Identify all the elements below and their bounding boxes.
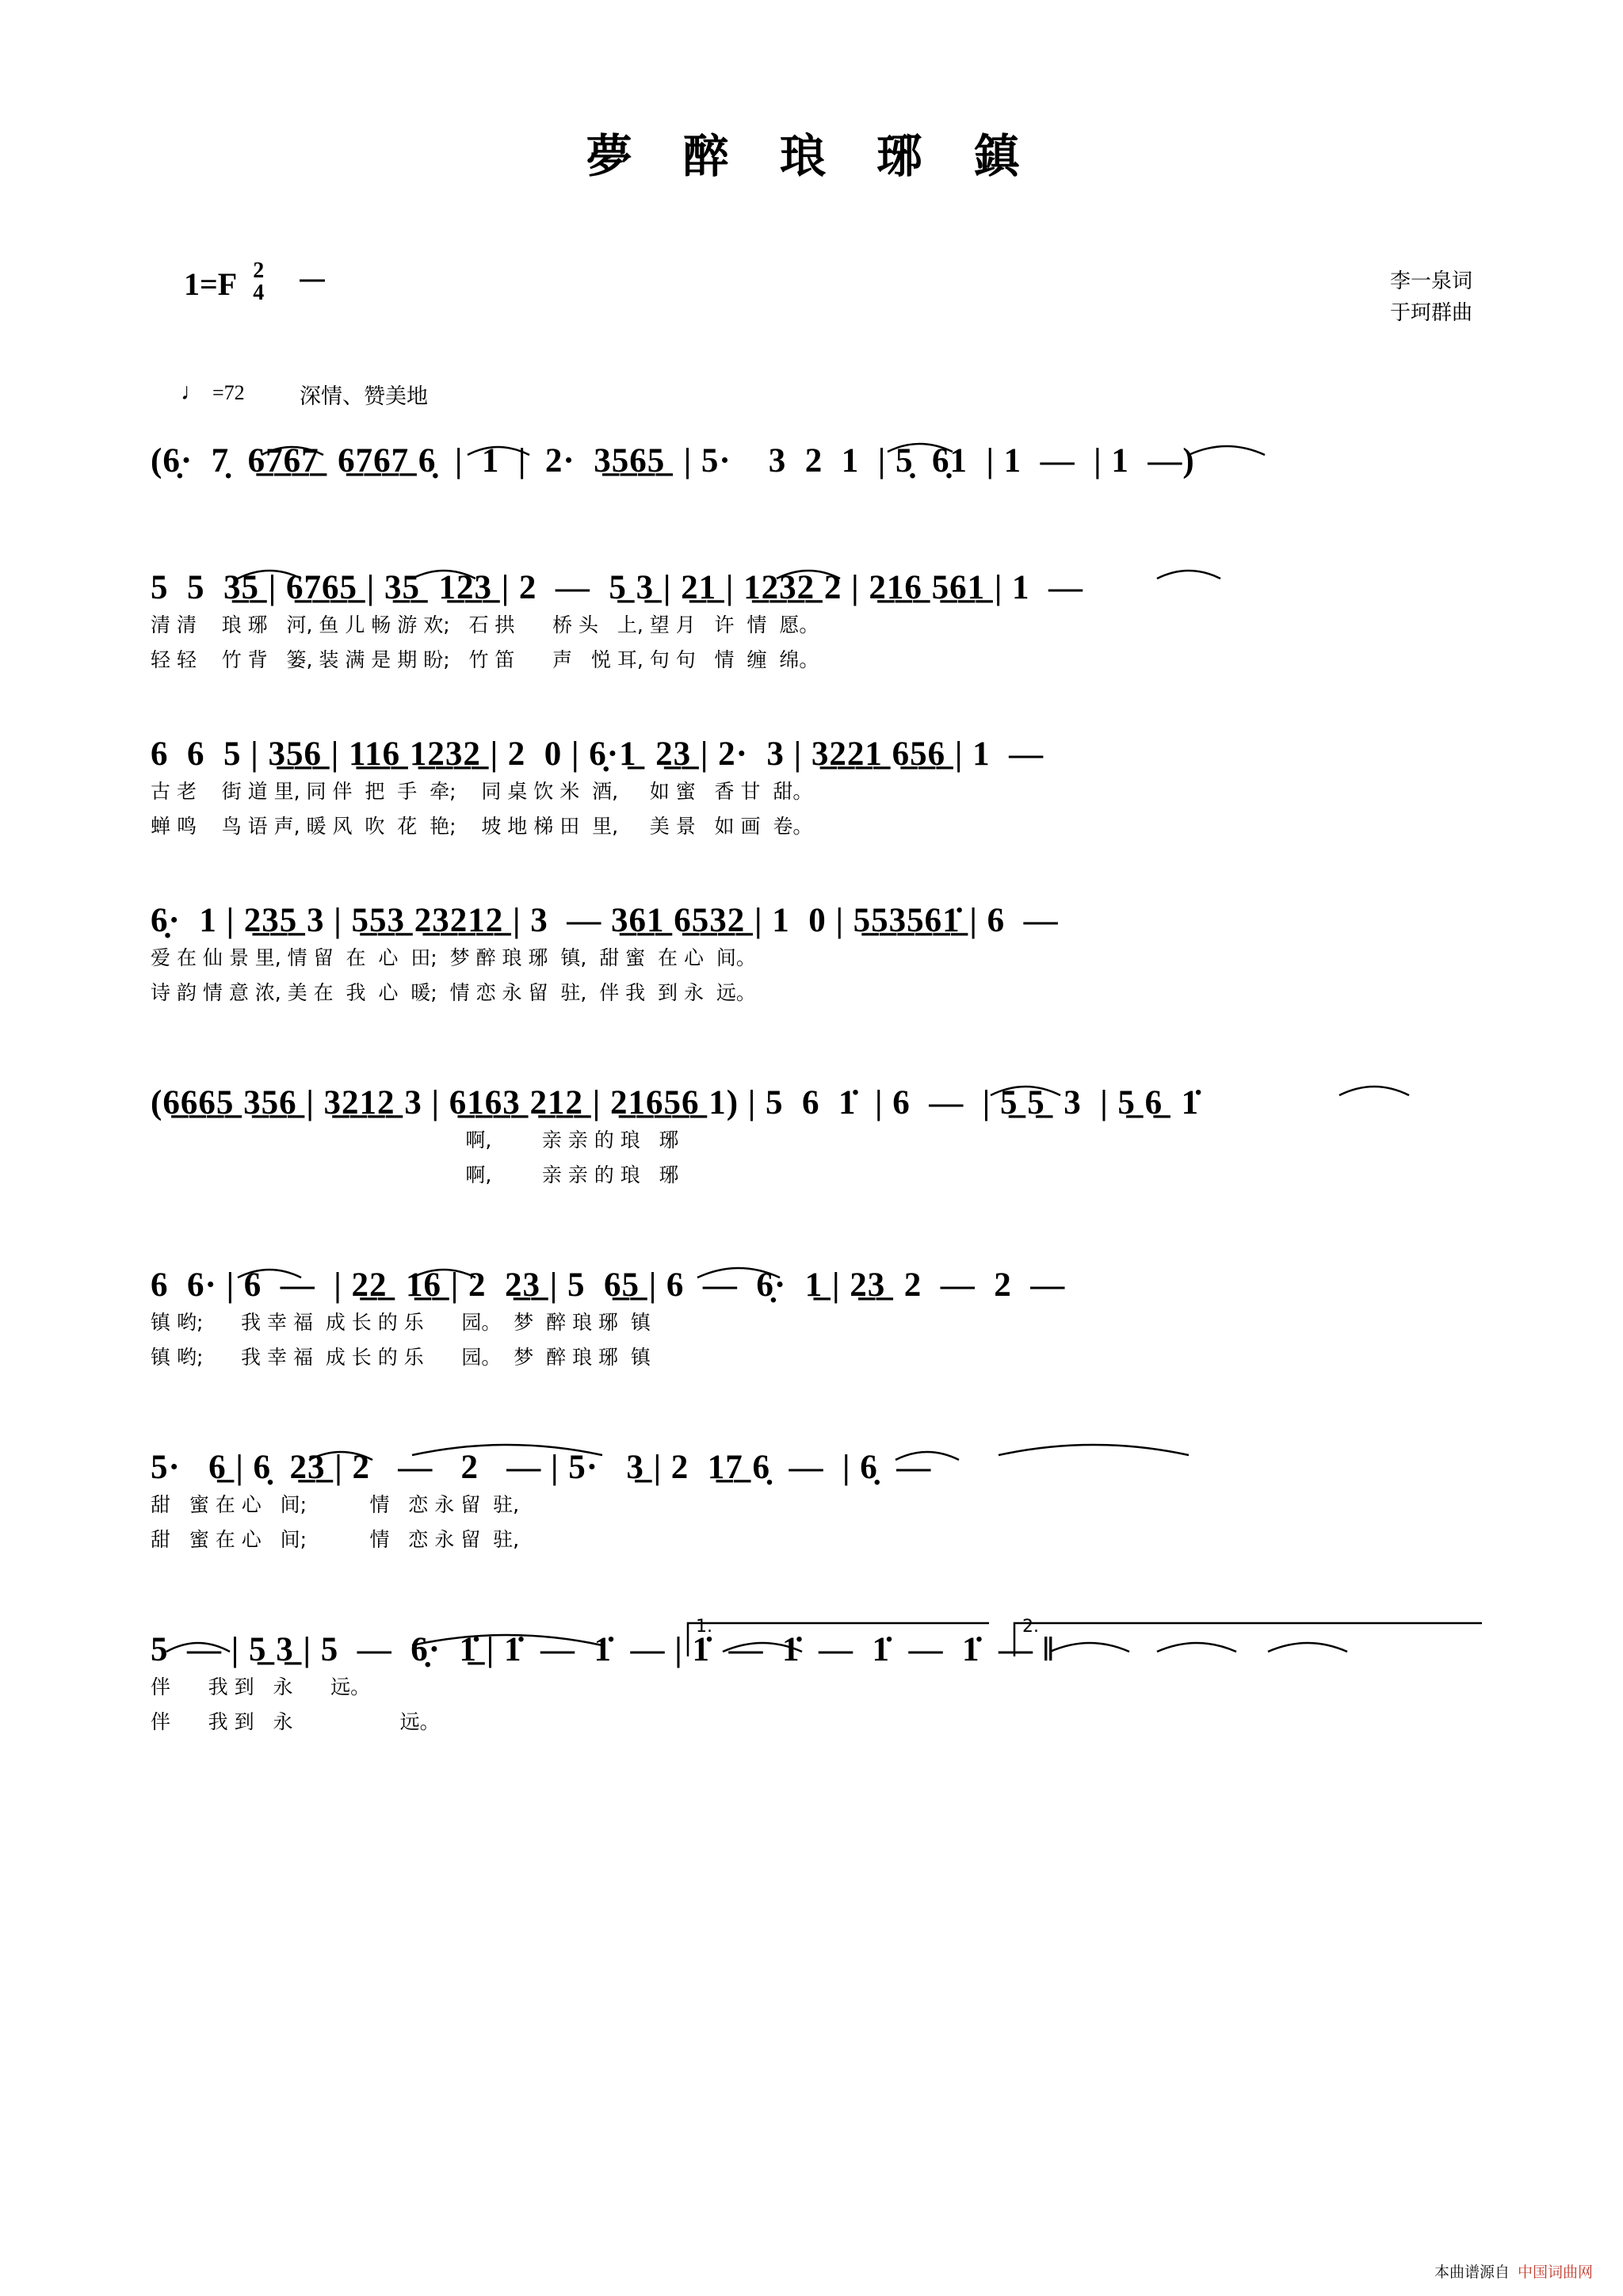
notation-row: 5 5 3̲5̲ | 6̲7̲6̲5̲ | 3̲5̲ 1̲2̲3̲ | 2 — 5̲ 3̲ | 2̲1̲ | 1̲2̲3̲2̲ 2 | 2̲1̲6̲ 5̲6̲1̲ | 1 — xyxy=(151,569,1084,606)
lyric-row-verse1: 古 老 街 道 里, 同 伴 把 手 牵; 同 桌 饮 米 酒, 如 蜜 香 甘 甜。 xyxy=(151,780,813,803)
volta-1-label: 1. xyxy=(696,1617,712,1637)
lyric-row-verse2: 轻 轻 竹 背 篓, 装 满 是 期 盼; 竹 笛 声 悦 耳, 句 句 情 缠 绵。 xyxy=(151,648,819,671)
system-6-marks xyxy=(151,1257,1498,1305)
footer-credit xyxy=(1434,2260,1593,2282)
time-signature-denominator: 4 xyxy=(253,281,265,305)
lyric-row-verse1: 镇 哟; 我 幸 福 成 长 的 乐 园。 梦 醉 琅 琊 镇 xyxy=(151,1311,651,1334)
lyricist: 李一泉词 xyxy=(1389,269,1472,293)
volta-2-label: 2. xyxy=(1022,1617,1039,1637)
notation-row: (6̲6̲6̲5̲ 3̲5̲6̲ | 3̲2̲1̲2̲ 3 | 6̲1̲6̲3̲ 2̲1̲2̲ | 2̲1̲6̲5̲6̲ 1) | 5 6 1̇ | 6 — | 5̲ 5̲ 3 | 5̲ 6̲ 1̇ xyxy=(151,1084,1200,1121)
footer-site-name[interactable]: 中国词曲网 xyxy=(1517,2264,1593,2281)
lyric-row-verse1: 啊, 亲 亲 的 琅 琊 xyxy=(151,1129,679,1152)
quarter-note-icon: ♩ xyxy=(181,379,204,405)
credits xyxy=(1390,266,1472,330)
time-signature-bar xyxy=(298,279,330,282)
footer-source-label: 本曲谱源自 xyxy=(1434,2264,1510,2281)
notation-row: (6̣· 7̣ 6̲7̲6̲7̲ 6̲7̲6̲7̲ 6̣ | 1 | 2· 3̲5̲6̲5̲ | 5· 3 2 1 | 5̣ 6̣1 | 1 — | 1 —) xyxy=(151,442,1195,479)
page-title: 夢 醉 琅 琊 鎮 xyxy=(586,129,1037,183)
tempo-marking xyxy=(181,379,245,406)
lyric-row-verse2: 啊, 亲 亲 的 琅 琊 xyxy=(151,1163,679,1186)
system-5-marks xyxy=(151,1075,1498,1122)
notation-row: 6 6 5 | 3̲5̲6̲ | 1̲1̲6̲ 1̲2̲3̲2̲ | 2 0 | 6̣·1̲ 2̲3̲ | 2· 3 | 3̲2̲2̲1̲ 6̲5̲6̲ | 1 — xyxy=(151,735,1044,773)
composer: 于珂群曲 xyxy=(1389,301,1472,326)
lyric-row-verse1: 爱 在 仙 景 里, 情 留 在 心 田; 梦 醉 琅 琊 镇, 甜 蜜 在 心 间。 xyxy=(151,946,756,969)
lyric-row-verse2: 伴 我 到 永 远。 xyxy=(151,1710,440,1733)
lyric-row-verse2: 镇 哟; 我 幸 福 成 长 的 乐 园。 梦 醉 琅 琊 镇 xyxy=(151,1346,651,1369)
system-7-marks xyxy=(151,1439,1498,1487)
key-signature-text: 1=F xyxy=(184,266,238,302)
system-2-marks xyxy=(151,560,1498,607)
music-system-3 xyxy=(151,737,1490,850)
lyric-row-verse1: 清 清 琅 琊 河, 鱼 儿 畅 游 欢; 石 拱 桥 头 上, 望 月 许 情 愿。 xyxy=(151,613,819,636)
tempo-value: =72 xyxy=(212,381,245,404)
lyric-row-verse1: 伴 我 到 永 远。 xyxy=(151,1675,371,1698)
notation-row: 5 — | 5̲ 3̲ | 5 — 6̣· 1̲̇ | 1̇ — 1̇ — | 1̇ — 1̇ — 1̇ — 1̇ — ‖ xyxy=(151,1631,1055,1668)
time-signature-numerator: 2 xyxy=(253,258,265,283)
notation-row: 5· 6̲ | 6̣ 2̲3̲ | 2 — 2 — | 5· 3̲ | 2 1̲7̲ 6̣ — | 6̣ — xyxy=(151,1449,932,1486)
time-signature xyxy=(253,260,264,304)
system-1-marks xyxy=(151,434,1498,498)
system-8-marks xyxy=(151,1609,1498,1688)
notation-row: 6̣· 1 | 2̲3̲5̲ 3 | 5̲5̲3̲ 2̲3̲2̲1̲2̲ | 3 — 3̲6̲1̲ 6̲5̲3̲2̲ | 1 0 | 5̲5̲3̲5̲6̲1̲̇ | 6 — xyxy=(151,902,1059,939)
music-system-4 xyxy=(151,904,1490,1016)
key-signature xyxy=(184,258,265,306)
lyric-row-verse2: 甜 蜜 在 心 间; 情 恋 永 留 驻, xyxy=(151,1528,520,1551)
lyric-row-verse2: 蝉 鸣 鸟 语 声, 暖 风 吹 花 艳; 坡 地 梯 田 里, 美 景 如 画 卷。 xyxy=(151,815,813,838)
notation-row: 6 6· | 6 — | 2̲2̲ 1̲6̲ | 2 2̲3̲ | 5 6̲5̲ | 6 — 6̣· 1̲ | 2̲3̲ 2 — 2 — xyxy=(151,1266,1066,1304)
lyric-row-verse1: 甜 蜜 在 心 间; 情 恋 永 留 驻, xyxy=(151,1493,520,1516)
lyric-row-verse2: 诗 韵 情 意 浓, 美 在 我 心 暖; 情 恋 永 留 驻, 伴 我 到 永 远。 xyxy=(151,981,756,1004)
expression-marking: 深情、赞美地 xyxy=(300,384,428,409)
